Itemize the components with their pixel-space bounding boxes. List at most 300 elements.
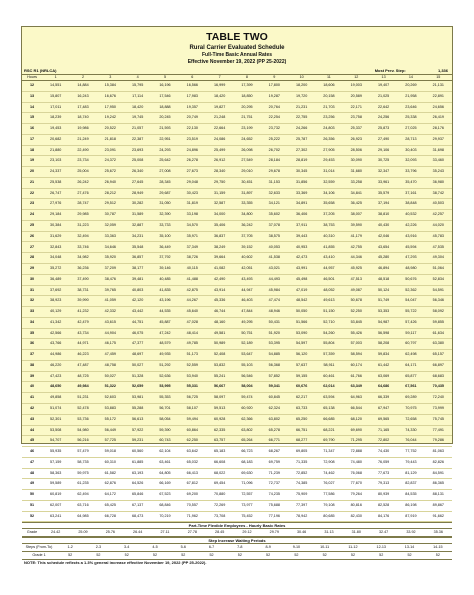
step-header-cell: 3 bbox=[97, 75, 124, 81]
rate-cell: 20,158 bbox=[315, 91, 342, 102]
rate-cell: 49,785 bbox=[179, 339, 206, 350]
rate-cell: 42,473 bbox=[288, 253, 315, 264]
hourly-rate-cell: 29.12 bbox=[233, 529, 260, 537]
rate-cell: 46,501 bbox=[315, 274, 342, 285]
rate-cell-label: 14 bbox=[22, 102, 42, 113]
rate-cell: 37,705 bbox=[233, 231, 260, 242]
annual-rates-rows bbox=[22, 81, 452, 522]
rate-cell: 19,986 bbox=[69, 124, 96, 135]
rate-cell-label: 45 bbox=[22, 436, 42, 447]
rate-cell: 21,880 bbox=[42, 145, 69, 156]
rate-cell: 25,873 bbox=[370, 124, 397, 135]
rate-cell: 29,678 bbox=[261, 167, 288, 178]
rate-cell: 39,590 bbox=[343, 220, 370, 231]
rate-cell: 79,286 bbox=[425, 436, 452, 447]
rate-cell: 28,345 bbox=[151, 177, 178, 188]
rate-cell: 15,807 bbox=[42, 91, 69, 102]
schedule-note: NOTE: This schedule reflects a 1.3% general increase effective November 19, 2022 (PP 25-2022). bbox=[24, 560, 207, 566]
rate-cell: 32,059 bbox=[97, 220, 124, 231]
rate-cell: 44,020 bbox=[425, 220, 452, 231]
rate-cell: 29,106 bbox=[370, 145, 397, 156]
rate-cell: 82,826 bbox=[425, 457, 452, 468]
rate-cell: 44,904 bbox=[97, 328, 124, 339]
rate-cell: 28,506 bbox=[343, 145, 370, 156]
rate-cell: 19,357 bbox=[179, 102, 206, 113]
step-header-cell-label: Hours bbox=[22, 75, 42, 81]
rate-cell: 41,835 bbox=[151, 285, 178, 296]
rate-cell: 51,749 bbox=[370, 296, 397, 307]
rate-cell: 32,494 bbox=[69, 231, 96, 242]
rate-cell: 77,673 bbox=[370, 468, 397, 479]
rate-cell: 30,384 bbox=[42, 220, 69, 231]
rate-cell: 76,027 bbox=[315, 479, 342, 490]
rate-cell: 70,219 bbox=[151, 511, 178, 522]
rate-cell: 26,747 bbox=[42, 188, 69, 199]
rate-cell: 59,231 bbox=[124, 436, 151, 447]
rate-cell: 36,489 bbox=[42, 274, 69, 285]
rate-cell: 41,082 bbox=[206, 264, 233, 275]
salary-schedule-sheet bbox=[21, 26, 453, 566]
rate-cell: 52,478 bbox=[69, 403, 96, 414]
rate-cell: 59,474 bbox=[233, 393, 260, 404]
rate-cell: 34,000 bbox=[206, 210, 233, 221]
rate-cell: 25,499 bbox=[206, 145, 233, 156]
table-row bbox=[22, 490, 452, 501]
rate-cell: 17,983 bbox=[179, 91, 206, 102]
rate-cell: 72,908 bbox=[315, 457, 342, 468]
rate-cell: 52,603 bbox=[97, 393, 124, 404]
rate-cell: 60,845 bbox=[261, 393, 288, 404]
rate-cell: 28,949 bbox=[124, 188, 151, 199]
rate-cell: 42,226 bbox=[397, 220, 424, 231]
rate-cell-label: 38 bbox=[22, 360, 42, 371]
rate-cell: 82,430 bbox=[343, 511, 370, 522]
step-header-cell: 15 bbox=[425, 75, 452, 81]
rate-cell: 62,335 bbox=[206, 425, 233, 436]
rate-cell: 60,676 bbox=[288, 382, 315, 393]
most-prev-step-value: 1,336 bbox=[437, 68, 448, 73]
rate-cell: 69,289 bbox=[397, 393, 424, 404]
rate-cell: 16,243 bbox=[69, 91, 96, 102]
rate-cell: 30,787 bbox=[97, 210, 124, 221]
rate-cell: 67,947 bbox=[370, 403, 397, 414]
rate-cell: 38,007 bbox=[343, 210, 370, 221]
rate-cell: 32,093 bbox=[397, 156, 424, 167]
rate-cell: 37,792 bbox=[151, 253, 178, 264]
rate-cell: 21,249 bbox=[69, 134, 96, 145]
rate-cell: 26,242 bbox=[69, 177, 96, 188]
rate-cell: 55,288 bbox=[124, 403, 151, 414]
rate-cell: 53,845 bbox=[343, 317, 370, 328]
rate-cell: 43,916 bbox=[397, 231, 424, 242]
table-row bbox=[22, 382, 452, 393]
rate-cell: 47,535 bbox=[425, 242, 452, 253]
rate-cell: 61,766 bbox=[343, 371, 370, 382]
rate-cell: 66,608 bbox=[206, 457, 233, 468]
rate-cell: 44,957 bbox=[315, 264, 342, 275]
rate-cell-label: 27 bbox=[22, 242, 42, 253]
wait-step-cell: 14-15 bbox=[424, 544, 452, 552]
rate-cell: 29,937 bbox=[425, 134, 452, 145]
rate-cell: 63,241 bbox=[42, 511, 69, 522]
rate-cell: 54,707 bbox=[42, 436, 69, 447]
rate-cell: 62,324 bbox=[261, 403, 288, 414]
rate-cell: 27,008 bbox=[151, 167, 178, 178]
rate-cell: 71,096 bbox=[233, 479, 260, 490]
table-row bbox=[22, 425, 452, 436]
rate-cell: 65,425 bbox=[97, 500, 124, 511]
rate-cell: 18,606 bbox=[315, 81, 342, 92]
wait-step-cell: 12-13 bbox=[367, 544, 395, 552]
rate-cell: 80,685 bbox=[315, 511, 342, 522]
rate-cell: 56,449 bbox=[97, 425, 124, 436]
rate-cell: 21,751 bbox=[233, 113, 260, 124]
rate-cell: 77,397 bbox=[288, 500, 315, 511]
rate-cell: 72,737 bbox=[261, 479, 288, 490]
rate-cell: 26,940 bbox=[97, 177, 124, 188]
rate-cell-label: 40 bbox=[22, 382, 42, 393]
rate-cell: 29,453 bbox=[315, 156, 342, 167]
rate-cell: 23,693 bbox=[124, 145, 151, 156]
rate-cell: 84,535 bbox=[397, 490, 424, 501]
rate-cell: 23,256 bbox=[315, 113, 342, 124]
rate-cell: 21,703 bbox=[315, 102, 342, 113]
rate-cell: 81,063 bbox=[425, 447, 452, 458]
table-row bbox=[22, 274, 452, 285]
wait-step-cell: 11-12 bbox=[339, 544, 367, 552]
rate-cell: 44,267 bbox=[179, 296, 206, 307]
rate-cell: 38,476 bbox=[97, 274, 124, 285]
rate-cell: 40,430 bbox=[370, 220, 397, 231]
rate-cell: 75,745 bbox=[425, 414, 452, 425]
rate-cell: 42,566 bbox=[42, 328, 69, 339]
rate-cell: 40,953 bbox=[288, 242, 315, 253]
rate-cell: 54,597 bbox=[288, 339, 315, 350]
rate-cell: 52,408 bbox=[206, 350, 233, 361]
rate-cell: 31,014 bbox=[315, 167, 342, 178]
wait-step-cell: 10-11 bbox=[311, 544, 339, 552]
rate-cell: 45,640 bbox=[179, 307, 206, 318]
rate-cell: 50,027 bbox=[97, 371, 124, 382]
step-header-cell: 1 bbox=[42, 75, 69, 81]
rate-cell: 62,250 bbox=[179, 436, 206, 447]
rate-cell: 37,490 bbox=[69, 274, 96, 285]
rate-cell: 39,443 bbox=[288, 231, 315, 242]
rate-cell: 62,104 bbox=[151, 447, 178, 458]
rate-cell: 59,341 bbox=[261, 382, 288, 393]
rate-cell: 47,487 bbox=[69, 360, 96, 371]
rate-cell: 63,642 bbox=[179, 447, 206, 458]
rate-cell-label: 46 bbox=[22, 447, 42, 458]
rate-cell: 27,490 bbox=[370, 134, 397, 145]
rate-cell: 35,272 bbox=[42, 264, 69, 275]
rate-cell: 24,256 bbox=[370, 113, 397, 124]
rate-cell-label: 39 bbox=[22, 371, 42, 382]
rate-cell: 64,686 bbox=[370, 382, 397, 393]
rate-cell: 33,961 bbox=[370, 177, 397, 188]
rate-cell: 46,894 bbox=[370, 264, 397, 275]
rate-cell: 62,217 bbox=[288, 393, 315, 404]
rate-cell-label: 22 bbox=[22, 188, 42, 199]
rate-cell: 64,985 bbox=[69, 511, 96, 522]
table-row bbox=[22, 81, 452, 92]
rate-cell: 71,335 bbox=[288, 457, 315, 468]
rate-cell: 82,528 bbox=[370, 500, 397, 511]
rate-cell: 59,494 bbox=[179, 414, 206, 425]
rate-cell: 50,431 bbox=[261, 317, 288, 328]
rate-cell: 24,086 bbox=[206, 134, 233, 145]
rate-cell: 50,989 bbox=[206, 339, 233, 350]
rate-cell: 27,476 bbox=[69, 188, 96, 199]
rate-cell: 17,114 bbox=[124, 91, 151, 102]
rate-cell: 47,019 bbox=[288, 285, 315, 296]
rate-cell: 69,565 bbox=[370, 414, 397, 425]
rate-cell-label: 26 bbox=[22, 231, 42, 242]
rate-cell: 21,131 bbox=[425, 81, 452, 92]
table-row bbox=[22, 296, 452, 307]
rate-cell: 52,659 bbox=[124, 382, 151, 393]
rate-cell: 50,124 bbox=[370, 285, 397, 296]
rate-cell: 21,818 bbox=[97, 134, 124, 145]
wait-week-cell: 52 bbox=[113, 552, 141, 560]
rate-cell: 42,051 bbox=[233, 264, 260, 275]
rate-cell: 18,740 bbox=[69, 113, 96, 124]
rate-cell: 56,598 bbox=[370, 328, 397, 339]
rate-cell: 20,589 bbox=[343, 91, 370, 102]
rate-cell: 67,561 bbox=[397, 382, 424, 393]
wait-week-cell: 52 bbox=[395, 552, 423, 560]
table-row bbox=[22, 457, 452, 468]
rate-cell: 35,470 bbox=[397, 177, 424, 188]
rate-cell: 17,950 bbox=[97, 102, 124, 113]
rate-cell: 17,546 bbox=[151, 91, 178, 102]
rate-cell: 37,911 bbox=[288, 220, 315, 231]
rate-cell: 55,331 bbox=[179, 382, 206, 393]
rate-cell: 88,131 bbox=[425, 490, 452, 501]
rate-cell: 45,280 bbox=[370, 253, 397, 264]
rate-cell: 59,117 bbox=[397, 328, 424, 339]
hourly-rate-cell: 24.42 bbox=[42, 529, 69, 537]
rate-cell: 53,395 bbox=[261, 339, 288, 350]
rate-cell-label: 12 bbox=[22, 81, 42, 92]
rate-cell: 40,053 bbox=[261, 242, 288, 253]
rate-cell: 72,240 bbox=[425, 393, 452, 404]
rate-cell: 41,488 bbox=[179, 274, 206, 285]
rate-cell: 43,493 bbox=[233, 274, 260, 285]
rate-cell: 51,150 bbox=[315, 307, 342, 318]
rate-cell: 15,795 bbox=[124, 81, 151, 92]
rate-cell: 75,452 bbox=[233, 511, 260, 522]
rate-cell: 42,332 bbox=[97, 307, 124, 318]
wait-step-cell-label: Steps (From-To) bbox=[22, 544, 56, 552]
rate-cell: 36,449 bbox=[151, 242, 178, 253]
rate-cell: 25,008 bbox=[124, 156, 151, 167]
hourly-rate-cell-label: Grade bbox=[22, 529, 42, 537]
rate-cell: 20,522 bbox=[97, 124, 124, 135]
rate-cell-label: 34 bbox=[22, 317, 42, 328]
rate-cell: 86,198 bbox=[397, 500, 424, 511]
rate-cell: 52,362 bbox=[397, 285, 424, 296]
rate-cell: 22,891 bbox=[425, 91, 452, 102]
rate-cell: 69,200 bbox=[179, 490, 206, 501]
rate-cell: 48,542 bbox=[288, 296, 315, 307]
step-header-cell: 13 bbox=[370, 75, 397, 81]
rate-cell: 50,027 bbox=[124, 360, 151, 371]
rate-cell: 69,690 bbox=[343, 425, 370, 436]
rate-cell: 50,678 bbox=[343, 296, 370, 307]
rate-cell: 49,295 bbox=[233, 317, 260, 328]
rate-cell: 44,971 bbox=[69, 339, 96, 350]
rate-cell-label: 41 bbox=[22, 393, 42, 404]
rate-cell: 26,419 bbox=[425, 113, 452, 124]
rate-cell: 71,239 bbox=[261, 468, 288, 479]
schedule-subtitle: Rural Carrier Evaluated Schedule bbox=[189, 45, 285, 51]
rate-cell: 25,222 bbox=[261, 134, 288, 145]
hourly-rate-cell: 29.79 bbox=[261, 529, 288, 537]
rate-cell: 29,512 bbox=[97, 199, 124, 210]
rate-cell: 68,221 bbox=[315, 425, 342, 436]
rate-cell: 53,832 bbox=[206, 360, 233, 371]
rate-cell: 20,749 bbox=[179, 113, 206, 124]
rate-cell: 31,153 bbox=[261, 177, 288, 188]
rate-cell: 19,287 bbox=[261, 91, 288, 102]
rate-cell: 38,742 bbox=[425, 188, 452, 199]
rate-cell: 37,161 bbox=[397, 188, 424, 199]
rate-cell: 23,199 bbox=[233, 124, 260, 135]
rate-cell: 38,753 bbox=[315, 220, 342, 231]
hourly-rate-cell: 31.13 bbox=[315, 529, 342, 537]
rate-cell: 34,841 bbox=[343, 188, 370, 199]
rate-cell: 25,004 bbox=[69, 167, 96, 178]
rate-cell: 66,897 bbox=[425, 360, 452, 371]
rate-cell: 60,174 bbox=[343, 360, 370, 371]
rate-cell: 31,680 bbox=[343, 167, 370, 178]
rate-cell: 45,783 bbox=[425, 231, 452, 242]
rate-cell: 35,920 bbox=[97, 253, 124, 264]
rate-cell: 46,223 bbox=[69, 350, 96, 361]
rate-cell: 78,942 bbox=[288, 511, 315, 522]
rate-cell: 68,473 bbox=[124, 511, 151, 522]
rate-cell: 73,708 bbox=[206, 511, 233, 522]
rate-cell: 31,050 bbox=[151, 199, 178, 210]
rate-cell: 69,805 bbox=[288, 447, 315, 458]
rate-cell-label: 23 bbox=[22, 199, 42, 210]
rate-cell: 55,103 bbox=[233, 360, 260, 371]
rate-cell: 45,498 bbox=[288, 274, 315, 285]
table-row bbox=[22, 360, 452, 371]
rate-cell: 45,887 bbox=[151, 317, 178, 328]
schedule-info-line bbox=[22, 68, 452, 74]
rate-cell-label: 52 bbox=[22, 511, 42, 522]
table-row bbox=[22, 102, 452, 113]
rate-cell: 64,526 bbox=[124, 479, 151, 490]
rate-cell: 26,340 bbox=[124, 167, 151, 178]
step-header-cell: 4 bbox=[124, 75, 151, 81]
rate-cell: 37,692 bbox=[42, 285, 69, 296]
rate-cell: 47,459 bbox=[97, 350, 124, 361]
rate-cell-label: 43 bbox=[22, 414, 42, 425]
rate-cell: 63,193 bbox=[124, 468, 151, 479]
rate-cell: 19,453 bbox=[42, 124, 69, 135]
rate-cell: 42,120 bbox=[124, 296, 151, 307]
wait-step-cell: 2-3 bbox=[84, 544, 112, 552]
rate-cell: 68,183 bbox=[233, 457, 260, 468]
rate-cell: 72,269 bbox=[206, 500, 233, 511]
rate-cell: 19,720 bbox=[288, 91, 315, 102]
rate-cell: 35,602 bbox=[261, 210, 288, 221]
rate-cell-label: 35 bbox=[22, 328, 42, 339]
rate-cell: 51,231 bbox=[69, 393, 96, 404]
rate-cell: 64,963 bbox=[343, 393, 370, 404]
rate-cell: 30,090 bbox=[343, 156, 370, 167]
rate-cell: 52,301 bbox=[42, 414, 69, 425]
rate-cell: 51,566 bbox=[288, 317, 315, 328]
schedule-header bbox=[22, 31, 452, 66]
rate-cell: 23,103 bbox=[42, 156, 69, 167]
rate-cell: 26,098 bbox=[233, 145, 260, 156]
rate-cell: 24,266 bbox=[288, 124, 315, 135]
rate-cell: 32,843 bbox=[42, 242, 69, 253]
hourly-rates-table bbox=[22, 529, 452, 537]
rate-cell: 50,676 bbox=[397, 274, 424, 285]
rate-cell: 38,848 bbox=[397, 199, 424, 210]
rate-cell: 41,179 bbox=[343, 231, 370, 242]
rate-cell: 79,264 bbox=[343, 490, 370, 501]
rate-cell: 25,787 bbox=[288, 134, 315, 145]
rate-cell: 68,277 bbox=[288, 436, 315, 447]
rate-cell: 44,493 bbox=[261, 274, 288, 285]
rate-cell: 70,975 bbox=[397, 403, 424, 414]
rate-cell: 19,003 bbox=[343, 81, 370, 92]
wait-step-cell: 4-5 bbox=[141, 544, 169, 552]
rate-cell: 54,260 bbox=[315, 328, 342, 339]
rate-cell: 37,194 bbox=[370, 199, 397, 210]
rate-cell: 27,025 bbox=[397, 124, 424, 135]
rate-cell: 47,293 bbox=[397, 253, 424, 264]
rate-cell: 57,725 bbox=[97, 436, 124, 447]
rate-cell: 62,366 bbox=[233, 414, 260, 425]
rate-cell: 53,508 bbox=[42, 425, 69, 436]
rate-cell: 82,837 bbox=[397, 479, 424, 490]
rate-cell: 49,304 bbox=[425, 253, 452, 264]
rate-cell: 48,946 bbox=[261, 307, 288, 318]
hourly-rate-cell: 25.76 bbox=[97, 529, 124, 537]
rate-cell: 25,538 bbox=[42, 177, 69, 188]
rate-cell: 53,736 bbox=[69, 414, 96, 425]
rate-cell: 46,075 bbox=[124, 328, 151, 339]
rate-cell: 38,810 bbox=[370, 210, 397, 221]
rate-cell: 17,483 bbox=[69, 102, 96, 113]
rate-cell: 89,867 bbox=[425, 500, 452, 511]
rate-cell: 63,380 bbox=[425, 339, 452, 350]
rate-cell: 71,962 bbox=[179, 511, 206, 522]
rate-cell: 58,911 bbox=[315, 360, 342, 371]
rate-cell: 60,743 bbox=[151, 436, 178, 447]
rate-cell: 29,184 bbox=[42, 210, 69, 221]
rate-cell: 52,559 bbox=[179, 360, 206, 371]
rate-cell: 53,995 bbox=[151, 382, 178, 393]
rate-cell: 38,177 bbox=[124, 264, 151, 275]
rate-cell-label: 49 bbox=[22, 479, 42, 490]
most-prev-step-label: Most Prev. Step: bbox=[374, 68, 406, 73]
rate-cell: 40,503 bbox=[425, 199, 452, 210]
table-row bbox=[22, 210, 452, 221]
step-header-cell: 12 bbox=[343, 75, 370, 81]
rate-cell: 36,837 bbox=[206, 231, 233, 242]
rate-cell: 51,328 bbox=[124, 371, 151, 382]
wait-week-cell: 52 bbox=[141, 552, 169, 560]
rate-cell: 23,519 bbox=[179, 134, 206, 145]
